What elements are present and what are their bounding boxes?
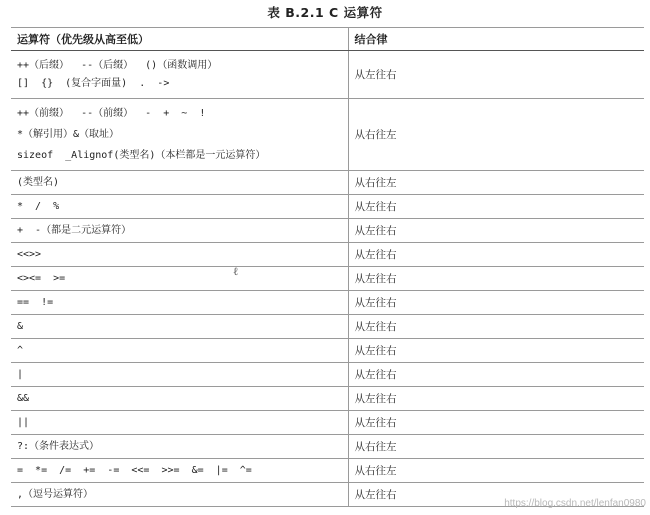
associativity-cell: 从右往左 [348,435,644,459]
operator-line: ++（后缀） --（后缀） ()（函数调用） [17,59,218,71]
operators-cell [11,51,348,99]
table-row [11,339,644,363]
table-header-row [11,28,644,51]
operator-line: && [17,392,30,404]
operators-cell [11,387,348,411]
operator-line: sizeof _Alignof(类型名)（本栏都是一元运算符） [17,150,266,161]
associativity-cell: 从右往左 [348,459,644,483]
associativity-cell: 从左往右 [348,339,644,363]
operators-cell [11,291,348,315]
associativity-cell: 从左往右 [348,483,644,507]
associativity-cell: 从左往右 [348,51,644,99]
associativity-cell: 从左往右 [348,411,644,435]
table-row [11,195,644,219]
associativity-cell: 从右往左 [348,171,644,195]
operator-line: <><= >= [17,272,66,284]
table-body [11,51,644,507]
header-associativity: 结合律 [348,28,644,51]
watermark: https://blog.csdn.net/lenfan0980 [504,498,646,509]
stray-pen-mark: ℓ [233,265,239,278]
operator-line: [] {} (复合字面量) . -> [17,77,170,89]
table-row [11,171,644,195]
operator-line: ,（逗号运算符） [17,488,94,500]
operator-line: == != [17,296,54,308]
associativity-cell: 从左往右 [348,387,644,411]
associativity-cell: 从左往右 [348,219,644,243]
table-row [11,363,644,387]
operator-line: (类型名) [17,176,60,188]
operators-cell [11,459,348,483]
table-row [11,315,644,339]
associativity-cell: 从右往左 [348,99,644,171]
operator-line: ++（前缀） --（前缀） - + ~ ! [17,108,206,119]
operator-line: | [17,368,24,380]
operator-line: * / % [17,200,60,212]
operators-cell [11,411,348,435]
operator-line: + -（都是二元运算符） [17,224,132,236]
associativity-cell: 从左往右 [348,315,644,339]
associativity-cell: 从左往右 [348,195,644,219]
table-row [11,267,644,291]
table-row [11,291,644,315]
table-row [11,411,644,435]
table-caption: 表 B.2.1 C 运算符 [267,5,383,20]
operator-line: <<>> [17,248,42,260]
operators-cell [11,483,348,507]
operator-table [11,27,644,507]
associativity-cell: 从左往右 [348,243,644,267]
header-operators: 运算符（优先级从高至低） [11,28,348,51]
associativity-cell: 从左往右 [348,267,644,291]
operators-cell [11,267,348,291]
table-row [11,387,644,411]
table-row [11,243,644,267]
operators-cell [11,315,348,339]
operators-cell [11,99,348,171]
operator-line: || [17,416,30,428]
operators-cell [11,171,348,195]
associativity-cell: 从左往右 [348,291,644,315]
operators-cell [11,363,348,387]
operators-cell [11,219,348,243]
operator-line: ?:（条件表达式） [17,440,100,452]
operator-line: & [17,320,24,332]
operators-cell [11,435,348,459]
table-row [11,51,644,99]
operators-cell [11,339,348,363]
operator-line: = *= /= += -= <<= >>= &= |= ^= [17,464,252,476]
operators-cell [11,195,348,219]
table-row [11,435,644,459]
table-row [11,459,644,483]
table-row [11,99,644,171]
associativity-cell: 从左往右 [348,363,644,387]
operators-cell [11,243,348,267]
table-row [11,219,644,243]
operator-line: ^ [17,344,24,356]
operator-line: *（解引用）&（取址） [17,129,120,140]
